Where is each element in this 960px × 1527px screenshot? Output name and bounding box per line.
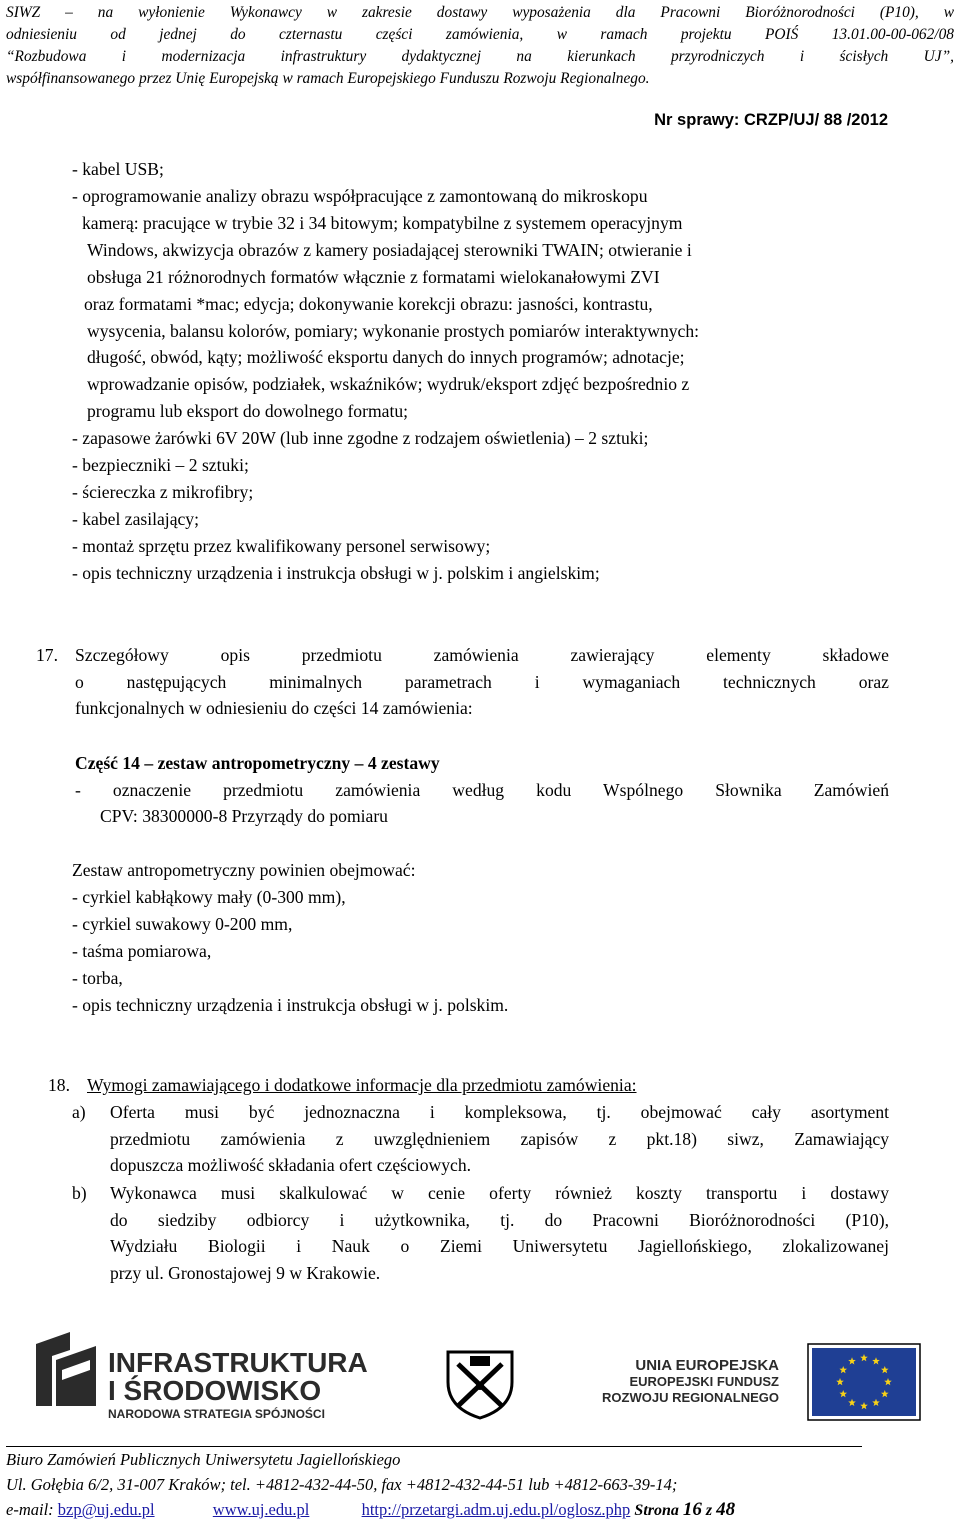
header-line-3: “Rozbudowa i modernizacja infrastruktury dydaktycznej na kierunkach przyrodniczych i ścisłych UJ”, <box>6 48 954 65</box>
infrastruktura-line-2: I ŚRODOWISKO <box>108 1375 322 1406</box>
case-number: Nr sprawy: CRZP/UJ/ 88 /2012 <box>654 111 888 129</box>
item-a-line-3: dopuszcza możliwość składania ofert częściowych. <box>110 1155 472 1176</box>
item-installation: - montaż sprzętu przez kwalifikowany personel serwisowy; <box>72 536 491 556</box>
section-17-intro-line-3: funkcjonalnych w odniesieniu do części 14 zamówienia: <box>75 698 473 719</box>
footer-address: Ul. Gołębia 6/2, 31-007 Kraków; tel. +4812-432-44-50, fax +4812-432-44-51 lub +4812-663-39-14; <box>6 1475 678 1494</box>
footer-contacts <box>6 1497 960 1523</box>
uj-crest-icon <box>448 1352 512 1418</box>
infrastruktura-logo <box>30 1332 368 1421</box>
eu-line-2: EUROPEJSKI FUNDUSZ <box>629 1374 779 1389</box>
item-software-line-1: - oprogramowanie analizy obrazu współpracujące z zamontowaną do mikroskopu <box>72 186 648 206</box>
item-b-line-2: do siedziby odbiorcy i użytkownika, tj. do Pracowni Bioróżnorodności (P10), <box>110 1209 889 1230</box>
kit-item-bag: - torba, <box>72 968 123 988</box>
item-a-line-1: Oferta musi być jednoznaczna i kompleksowa, tj. obejmować cały asortyment <box>110 1102 889 1122</box>
page-number: 16 <box>682 1499 702 1520</box>
eu-fund-text <box>602 1357 779 1405</box>
cpv-line-2: CPV: 38300000-8 Przyrządy do pomiaru <box>100 806 388 826</box>
footer-website-link[interactable]: www.uj.edu.pl <box>212 1500 310 1519</box>
page-separator: z <box>705 1502 713 1519</box>
item-usb-cable: - kabel USB; <box>72 159 164 179</box>
footer-office: Biuro Zamówień Publicznych Uniwersytetu Jagiellońskiego <box>6 1450 401 1469</box>
item-software-line-9: programu lub eksport do dowolnego formatu; <box>87 401 409 421</box>
kit-item-manual: - opis techniczny urządzenia i instrukcja obsługi w j. polskim. <box>72 995 509 1015</box>
page-label: Strona <box>634 1502 679 1519</box>
eu-flag-icon <box>808 1344 920 1420</box>
item-b-line-1: Wykonawca musi skalkulować w cenie oferty również koszty transportu i dostawy <box>110 1183 889 1203</box>
header-line-4: współfinansowanego przez Unię Europejską w ramach Europejskiego Funduszu Rozwoju Regionalnego. <box>6 70 650 87</box>
page-total: 48 <box>716 1499 736 1520</box>
kit-item-sliding-caliper: - cyrkiel suwakowy 0-200 mm, <box>72 914 293 934</box>
infrastruktura-line-1: INFRASTRUKTURA <box>108 1347 368 1378</box>
item-software-line-4: obsługa 21 różnorodnych formatów włącznie z formatami wielokanałowymi ZVI <box>87 267 660 287</box>
item-b-text <box>110 1180 889 1286</box>
item-spare-bulbs: - zapasowe żarówki 6V 20W (lub inne zgodne z rodzajem oświetlenia) – 2 sztuki; <box>72 428 649 448</box>
item-fuses: - bezpieczniki – 2 sztuki; <box>72 455 249 475</box>
footer-email-link[interactable]: bzp@uj.edu.pl <box>57 1500 155 1519</box>
item-software-line-2: kamerą: pracujące w trybie 32 i 34 bitowym; kompatybilne z systemem operacyjnym <box>82 213 683 233</box>
item-a-text <box>110 1099 889 1179</box>
item-b-line-3: Wydziału Biologii i Nauk o Ziemi Uniwersytetu Jagiellońskiego, zlokalizowanej <box>110 1236 889 1257</box>
footer-tenders-link[interactable]: http://przetargi.adm.uj.edu.pl/oglosz.php <box>361 1500 631 1519</box>
eu-line-3: ROZWOJU REGIONALNEGO <box>602 1390 779 1405</box>
part-14-title: Część 14 – zestaw antropometryczny – 4 zestawy <box>75 753 440 773</box>
header-line-2: odniesieniu od jednej do czternastu części zamówienia, w ramach projektu POIŚ 13.01.00-00-062/08 <box>6 26 954 43</box>
item-b-line-4: przy ul. Gronostajowej 9 w Krakowie. <box>110 1262 381 1283</box>
item-software-line-8: wprowadzanie opisów, podziałek, wskaźników; wydruk/eksport zdjęć bezpośrednio z <box>87 374 690 394</box>
item-a-line-2: przedmiotu zamówienia z uwzględnieniem zapisów z pkt.18) siwz, Zamawiający <box>110 1128 889 1149</box>
page-indicator <box>634 1499 736 1520</box>
logos-strip <box>0 1320 960 1425</box>
section-18-number: 18. <box>48 1075 70 1095</box>
infrastruktura-line-3: NARODOWA STRATEGIA SPÓJNOŚCI <box>108 1407 325 1421</box>
kit-item-tape: - taśma pomiarowa, <box>72 941 212 961</box>
section-18-title: Wymogi zamawiającego i dodatkowe informacje dla przedmiotu zamówienia: <box>87 1075 637 1095</box>
header-line-1: SIWZ – na wyłonienie Wykonawcy w zakresie dostawy wyposażenia dla Pracowni Bioróżnorodności (P10), w <box>6 4 954 21</box>
document-header <box>6 2 954 90</box>
item-software-line-3: Windows, akwizycja obrazów z kamery posiadającej sterowniki TWAIN; otwieranie i <box>87 240 692 260</box>
item-microfiber-cloth: - ściereczka z mikrofibry; <box>72 482 254 502</box>
footer-email-label: e-mail: <box>6 1500 54 1519</box>
kit-heading: Zestaw antropometryczny powinien obejmować: <box>72 860 416 880</box>
footer <box>6 1447 960 1523</box>
item-software-line-7: długość, obwód, kąty; możliwość eksportu danych do innych programów; adnotacje; <box>87 347 685 367</box>
item-software-line-6: wysycenia, balansu kolorów, pomiary; wykonanie prostych pomiarów interaktywnych: <box>87 321 700 341</box>
section-17-intro-line-2: o następujących minimalnych parametrach i wymaganiach technicznych oraz <box>75 671 889 692</box>
section-17-intro <box>75 642 889 722</box>
item-manual: - opis techniczny urządzenia i instrukcja obsługi w j. polskim i angielskim; <box>72 563 600 583</box>
item-a-label: a) <box>72 1102 86 1122</box>
item-power-cable: - kabel zasilający; <box>72 509 199 529</box>
cpv-line-1: - oznaczenie przedmiotu zamówienia według kodu Wspólnego Słownika Zamówień <box>75 780 889 800</box>
kit-item-caliper-small: - cyrkiel kabłąkowy mały (0-300 mm), <box>72 887 346 907</box>
eu-line-1: UNIA EUROPEJSKA <box>635 1357 779 1374</box>
item-software-line-5: oraz formatami *mac; edycja; dokonywanie korekcji obrazu: jasności, kontrastu, <box>84 294 653 314</box>
section-17-intro-line-1: Szczegółowy opis przedmiotu zamówienia zawierający elementy składowe <box>75 645 889 665</box>
item-b-label: b) <box>72 1183 87 1203</box>
cpv-line-1-wrap <box>75 777 889 804</box>
section-17-number: 17. <box>36 645 58 665</box>
